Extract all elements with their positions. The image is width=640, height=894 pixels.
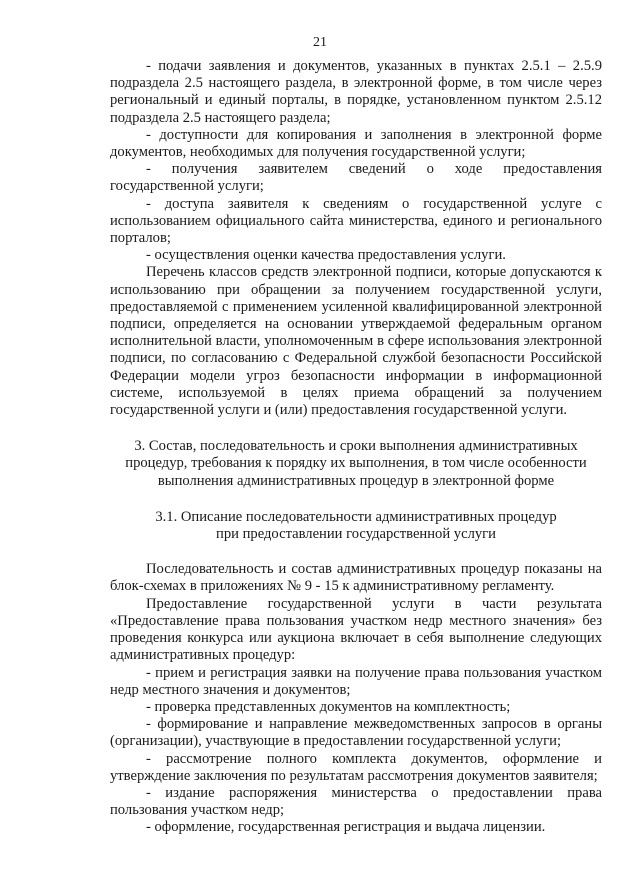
- subsection-heading-line: 3.1. Описание последовательности административных процедур: [155, 508, 557, 525]
- section-heading: [110, 438, 602, 490]
- subsection-heading: [110, 509, 602, 543]
- section-heading-line: 3. Состав, последовательность и сроки выполнения административных: [134, 438, 578, 455]
- paragraph-form-availability: - доступности для копирования и заполнения в электронной форме документов, необходимых для получения государственной услуги;: [110, 126, 602, 161]
- list-item-document-review: - рассмотрение полного комплекта документов, оформление и утверждение заключения по результатам рассмотрения документов заявителя;: [110, 750, 602, 784]
- paragraph-portal-access: - доступа заявителя к сведениям о государственной услуге с использованием официального сайта министерства, единого и регионального порталов;: [110, 195, 602, 247]
- paragraph-signature-classes: Перечень классов средств электронной подписи, которые допускаются к использованию при обращении за получением государственной услуги, предоставляемой с применением усиленной квалифицированной электронной подписи, определяется на основании утверждаемой федеральным органом исполнительной власти, уполномоченным в сфере использования электронной подписи, по согласованию с Федеральной службой безопасности Российской Федерации модели угроз безопасности информации в информационной системе, используемой в целях приема обращений за получением государственной услуги и (или) предоставления государственной услуги.: [110, 264, 602, 419]
- list-item-application-intake: - прием и регистрация заявки на получение права пользования участком недр местного значения и документов;: [110, 664, 602, 698]
- list-item-interagency-requests: - формирование и направление межведомственных запросов в органы (организации), участвующие в предоставлении государственной услуги;: [110, 716, 602, 750]
- paragraph-electronic-submission: - подачи заявления и документов, указанных в пунктах 2.5.1 – 2.5.9 подраздела 2.5 настоящего раздела, в электронной форме, в том числе через региональный и единый порталы, в порядке, установленном пунктом 2.5.12 подраздела 2.5 настоящего раздела;: [110, 58, 602, 126]
- paragraph-procedures-intro: Предоставление государственной услуги в части результата «Предоставление права пользования участком недр местного значения» без проведения конкурса или аукциона включает в себя выполнение следующих административных процедур:: [110, 595, 602, 664]
- page-number: 21: [313, 35, 327, 50]
- paragraph-procedure-flowcharts: Последовательность и состав административных процедур показаны на блок-схемах в приложениях № 9 - 15 к административному регламенту.: [110, 561, 602, 595]
- subsection-heading-line: при предоставлении государственной услуги: [216, 526, 496, 543]
- list-item-completeness-check: - проверка представленных документов на комплектность;: [146, 698, 511, 715]
- section-heading-line: выполнения административных процедур в электронной форме: [157, 472, 555, 489]
- paragraph-quality-assessment: - осуществления оценки качества предоставления услуги.: [146, 247, 506, 264]
- list-item-license-issuance: - оформление, государственная регистрация и выдача лицензии.: [146, 819, 546, 836]
- document-body: [110, 58, 602, 837]
- section-heading-line: процедур, требования к порядку их выполнения, в том числе особенности: [125, 455, 587, 472]
- paragraph-status-info: - получения заявителем сведений о ходе предоставления государственной услуги;: [110, 161, 602, 195]
- list-item-ministry-order: - издание распоряжения министерства о предоставлении права пользования участком недр;: [110, 784, 602, 819]
